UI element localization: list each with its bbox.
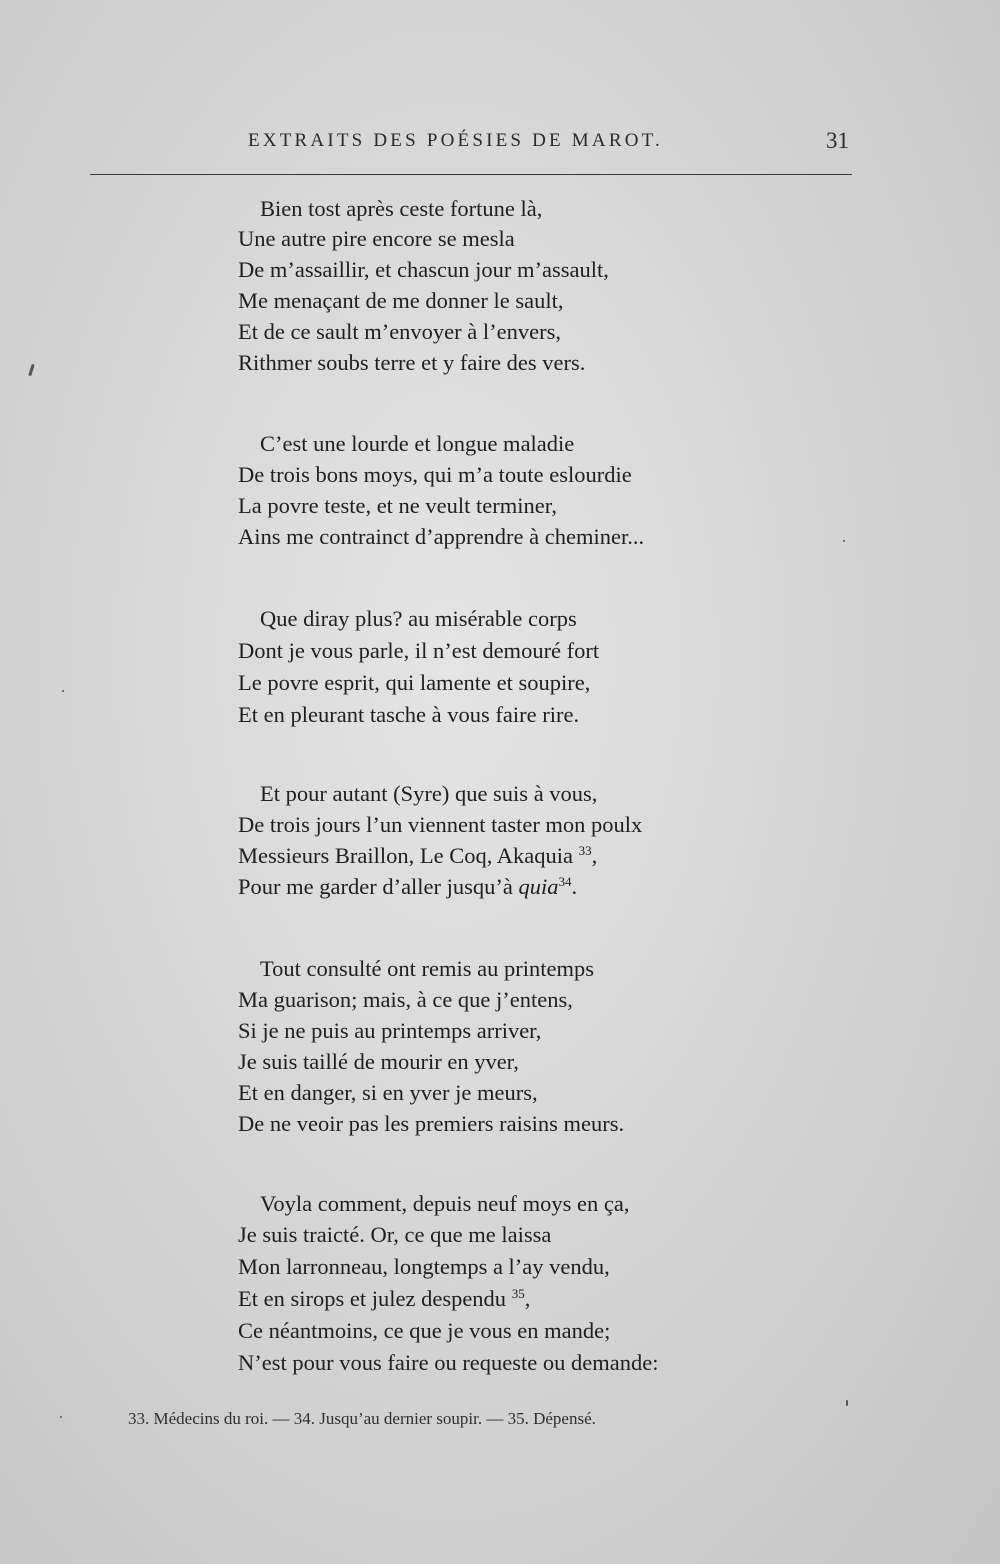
verse-text: Messieurs Braillon, Le Coq, Akaquia: [238, 843, 573, 868]
italic-word-quia: quia: [518, 874, 559, 899]
verse-line: N’est pour vous faire ou requeste ou demande:: [238, 1350, 659, 1375]
verse-line: Tout consulté ont remis au printemps: [260, 956, 594, 981]
verse-line: De m’assaillir, et chascun jour m’assault,: [238, 257, 609, 282]
verse-line: [238, 1316, 610, 1346]
page-number: 31: [826, 128, 849, 153]
verse-line: La povre teste, et ne veult terminer,: [238, 493, 557, 518]
verse-punct: .: [571, 874, 578, 899]
verse-line: [238, 841, 597, 871]
verse-line: Si je ne puis au printemps arriver,: [238, 1018, 542, 1043]
verse-line: C’est une lourde et longue maladie: [260, 431, 575, 456]
verse-line: Je suis taillé de mourir en yver,: [238, 1049, 519, 1074]
footnote-ref-33: 33: [578, 843, 592, 858]
verse-line: Je suis traicté. Or, ce que me laissa: [238, 1222, 552, 1247]
verse-text: Ce néantmoins, ce que je vous en mande: [238, 1318, 605, 1343]
footnotes: 33. Médecins du roi. — 34. Jusqu’au dernier soupir. — 35. Dépensé.: [128, 1409, 596, 1428]
verse-line: [238, 1284, 530, 1314]
verse-line: De trois bons moys, qui m’a toute eslourdie: [238, 462, 632, 487]
verse-text: Et en sirops et julez despendu: [238, 1286, 507, 1311]
verse-line: Mon larronneau, longtemps a l’ay vendu,: [238, 1254, 610, 1279]
verse-line: Une autre pire encore se mesla: [238, 226, 515, 251]
paper-speck: [60, 1416, 62, 1418]
verse-line: Voyla comment, depuis neuf moys en ça,: [260, 1191, 630, 1216]
verse-line: Rithmer soubs terre et y faire des vers.: [238, 350, 586, 375]
paper-speck: [846, 1400, 848, 1406]
running-head: EXTRAITS DES POÉSIES DE MAROT.: [248, 130, 663, 151]
verse-text: Pour me garder d’aller jusqu’à: [238, 874, 513, 899]
verse-line: Ma guarison; mais, à ce que j’entens,: [238, 987, 573, 1012]
paper-speck: [843, 540, 845, 542]
verse-line: Et de ce sault m’envoyer à l’envers,: [238, 319, 561, 344]
verse-line: Bien tost après ceste fortune là,: [260, 196, 543, 221]
verse-line: Et en pleurant tasche à vous faire rire.: [238, 702, 580, 727]
verse-punct: ,: [591, 843, 598, 868]
verse-line: Ains me contrainct d’apprendre à cheminer...: [238, 524, 645, 549]
verse-punct: ,: [524, 1286, 531, 1311]
footnote-ref-35: 35: [511, 1286, 525, 1301]
verse-line: Que diray plus? au misérable corps: [260, 606, 577, 631]
footnote-ref-34: 34: [558, 874, 572, 889]
verse-line: De trois jours l’un viennent taster mon poulx: [238, 812, 643, 837]
verse-line: Et en danger, si en yver je meurs,: [238, 1080, 538, 1105]
verse-punct: ;: [604, 1318, 611, 1343]
verse-line: Et pour autant (Syre) que suis à vous,: [260, 781, 598, 806]
paper-speck: [62, 690, 64, 692]
verse-line: Me menaçant de me donner le sault,: [238, 288, 564, 313]
verse-line: [238, 872, 577, 902]
verse-line: De ne veoir pas les premiers raisins meurs.: [238, 1111, 625, 1136]
verse-line: Le povre esprit, qui lamente et soupire,: [238, 670, 591, 695]
verse-line: Dont je vous parle, il n’est demouré fort: [238, 638, 600, 663]
